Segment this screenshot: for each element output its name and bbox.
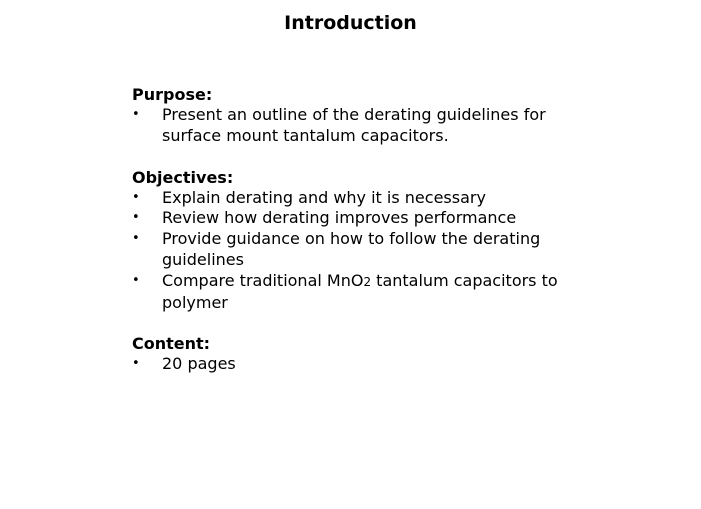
bullet-list: [132, 188, 592, 314]
bullet-icon: •: [132, 210, 140, 226]
purpose-section: [132, 84, 592, 147]
bullet-text: 20 pages: [162, 354, 236, 374]
slide-content: [132, 84, 592, 395]
slide-title: Introduction: [284, 12, 417, 34]
bullet-icon: •: [132, 356, 140, 372]
bullet-item: [132, 105, 592, 147]
bullet-text: Provide guidance on how to follow the derating guidelines: [162, 229, 541, 269]
bullet-text: Review how derating improves performance: [162, 208, 517, 228]
bullet-item: [132, 229, 592, 271]
bullet-item: [132, 271, 592, 314]
section-heading: Purpose:: [132, 85, 213, 104]
bullet-icon: •: [132, 272, 140, 288]
bullet-list: [132, 354, 592, 375]
bullet-text: Present an outline of the derating guidelines for surface mount tantalum capacitors.: [162, 105, 546, 145]
bullet-icon: •: [132, 107, 140, 122]
bullet-icon: •: [132, 231, 140, 247]
bullet-list: [132, 105, 592, 147]
bullet-icon: •: [132, 189, 140, 205]
bullet-text-part: tantalum capacitors to polymer: [162, 270, 558, 312]
section-heading: Objectives:: [132, 167, 234, 187]
bullet-text: [162, 271, 558, 312]
bullet-item: [132, 188, 592, 209]
subscript-text: 2: [363, 274, 372, 289]
objectives-section: [132, 167, 592, 314]
bullet-text: Explain derating and why it is necessary: [162, 187, 486, 207]
content-section: [132, 333, 592, 375]
bullet-item: [132, 354, 592, 375]
bullet-item: [132, 208, 592, 229]
bullet-text-part: Compare traditional MnO: [162, 270, 364, 290]
section-heading: Content:: [132, 334, 211, 354]
